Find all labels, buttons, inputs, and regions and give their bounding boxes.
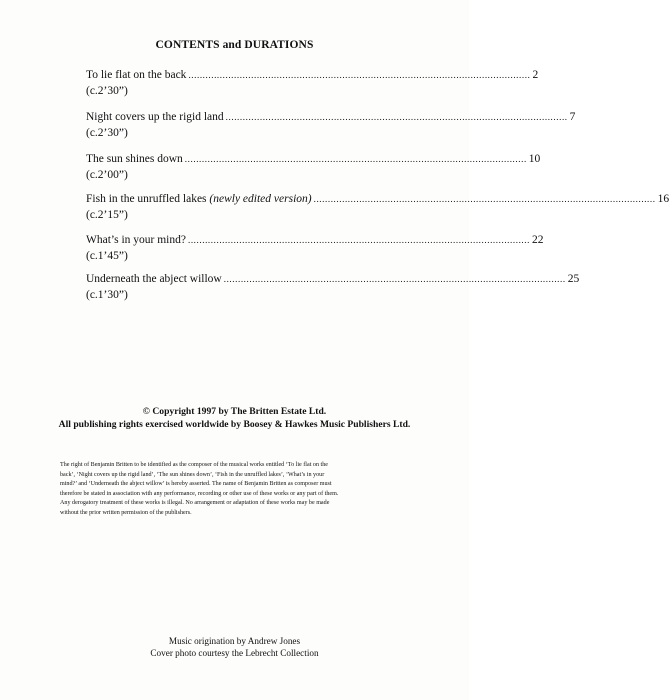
contents-entry: [86, 192, 669, 224]
dot-leader: ........................................................................................................................: [188, 70, 531, 80]
publishing-rights-line: All publishing rights exercised worldwide by Boosey & Hawkes Music Publishers Ltd.: [58, 419, 411, 430]
moral-rights-notice: [60, 461, 410, 518]
rights-line: mind?’ and ‘Underneath the abject willow’ is hereby asserted. The name of Benjamin Britten as composer must: [60, 481, 332, 487]
contents-entry: [86, 272, 580, 304]
page-number: 25: [567, 273, 580, 285]
page-number: 16: [657, 193, 669, 205]
work-duration: (c.2’30”): [86, 127, 128, 139]
rights-line: Any derogatory treatment of these works is illegal. No arrangement or adaptation of these works may be made: [60, 500, 330, 506]
work-title: Fish in the unruffled lakes (newly edited version): [86, 193, 312, 205]
dot-leader: ........................................................................................................................: [313, 194, 656, 204]
work-title: The sun shines down: [86, 153, 183, 165]
work-title: To lie flat on the back: [86, 69, 187, 81]
contents-entry: [86, 233, 544, 265]
dot-leader: ........................................................................................................................: [225, 112, 568, 122]
music-origination-credit: Music origination by Andrew Jones: [168, 636, 301, 646]
page-number: 7: [569, 111, 576, 123]
work-title: What’s in your mind?: [86, 234, 186, 246]
work-duration: (c.2’15”): [86, 209, 128, 221]
page-number: 2: [532, 69, 539, 81]
rights-line: The right of Benjamin Britten to be identified as the composer of the musical works entitled ‘To lie flat on the: [60, 462, 328, 468]
page-number: 22: [531, 234, 544, 246]
contents-entry: [86, 110, 576, 142]
credits: [0, 635, 469, 659]
rights-line: back’, ‘Night covers up the rigid land’, ‘The sun shines down’, ‘Fish in the unruffled lakes’, ‘What’s in your: [60, 471, 325, 478]
copyright-notice: [0, 405, 469, 431]
cover-photo-credit: Cover photo courtesy the Lebrecht Collection: [150, 648, 319, 658]
dot-leader: ........................................................................................................................: [184, 154, 527, 164]
page-number: 10: [528, 153, 541, 165]
work-duration: (c.2’00”): [86, 169, 128, 181]
copyright-line: © Copyright 1997 by The Britten Estate Ltd.: [142, 406, 327, 417]
work-duration: (c.2’30”): [86, 85, 128, 97]
rights-line: without the prior written permission of the publishers.: [60, 509, 192, 516]
dot-leader: ........................................................................................................................: [187, 235, 530, 245]
edition-note: (newly edited version): [209, 193, 312, 205]
page-title: CONTENTS and DURATIONS: [155, 39, 314, 51]
work-duration: (c.1’30”): [86, 289, 128, 301]
rights-line: therefore be stated in association with any performance, recording or other use of these works or any part of them.: [60, 490, 339, 497]
work-duration: (c.1’45”): [86, 250, 128, 262]
dot-leader: ........................................................................................................................: [223, 274, 566, 284]
contents-entry: [86, 152, 541, 184]
work-title: Night covers up the rigid land: [86, 111, 224, 123]
contents-entry: [86, 68, 539, 100]
work-title: Underneath the abject willow: [86, 273, 222, 285]
